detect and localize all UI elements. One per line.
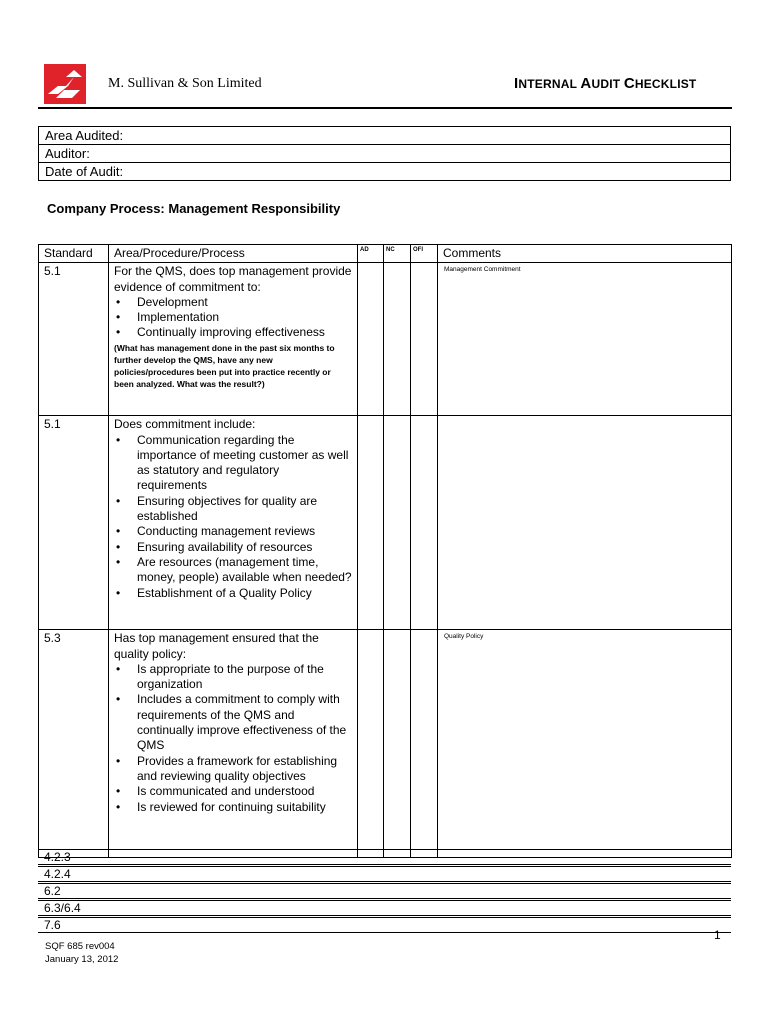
nc-checkbox-cell[interactable] [384, 263, 411, 416]
question-text: For the QMS, does top management provide evidence of commitment to: [114, 264, 352, 294]
reference-item: 4.2.4 [38, 866, 731, 882]
question-text: Does commitment include: [114, 417, 256, 432]
bullet-item: • Ensuring objectives for quality are established [114, 494, 352, 525]
company-process-heading: Company Process: Management Responsibility [47, 201, 341, 216]
ofi-checkbox-cell[interactable] [411, 416, 438, 630]
comments-cell[interactable]: Quality Policy [438, 630, 732, 858]
bullet-item: • Includes a commitment to comply with requirements of the QMS and continually improve effectiveness of the QMS [114, 692, 352, 753]
footer [45, 940, 118, 966]
ad-checkbox-cell[interactable] [358, 630, 384, 858]
audit-info-table [38, 126, 731, 181]
bullet-item: • Provides a framework for establishing and reviewing quality objectives [114, 754, 352, 785]
standard-cell: 5.3 [39, 630, 109, 858]
nc-checkbox-cell[interactable] [384, 416, 411, 630]
header-nc: NC [384, 245, 411, 263]
bullet-item: • Development [114, 295, 352, 310]
table-header-row [39, 245, 732, 263]
area-cell [109, 416, 358, 630]
bullet-list [114, 433, 352, 601]
footer-date: January 13, 2012 [45, 954, 119, 965]
date-of-audit-label: Date of Audit: [39, 163, 731, 181]
bullet-list [114, 295, 352, 341]
header-ofi: OFI [411, 245, 438, 263]
bullet-item: • Continually improving effectiveness [114, 325, 352, 340]
header-divider [38, 107, 732, 109]
title-part: HECKLIST [634, 77, 697, 91]
company-logo [44, 64, 86, 104]
guidance-note: (What has management done in the past six months to further develop the QMS, have any new policies/procedures been put into practice recently or been analyzed. What was the result?) [114, 342, 335, 389]
header-area: Area/Procedure/Process [109, 245, 358, 263]
title-part: UDIT [591, 77, 624, 91]
bullet-item: • Are resources (management time, money, people) available when needed? [114, 555, 352, 586]
bullet-item: • Is communicated and understood [114, 784, 352, 799]
table-row [39, 263, 732, 416]
standard-cell: 5.1 [39, 416, 109, 630]
title-part: I [514, 75, 519, 92]
area-cell [109, 630, 358, 858]
auditor-label: Auditor: [39, 145, 731, 163]
title-part: A [580, 75, 592, 92]
checklist-table [38, 244, 732, 858]
header-standard: Standard [39, 245, 109, 263]
title-part: NTERNAL [518, 77, 581, 91]
bullet-item: • Communication regarding the importance of meeting customer as well as statutory and regulatory requirements [114, 433, 352, 494]
bullet-item: • Conducting management reviews [114, 524, 352, 539]
ad-checkbox-cell[interactable] [358, 416, 384, 630]
bullet-item: • Is reviewed for continuing suitability [114, 800, 352, 815]
area-audited-label: Area Audited: [39, 127, 731, 145]
form-code: SQF 685 rev004 [45, 941, 115, 952]
title-part: C [623, 75, 635, 92]
reference-list [38, 849, 731, 934]
page-number: 1 [714, 928, 721, 942]
reference-item: 7.6 [38, 917, 731, 933]
table-row [39, 416, 732, 630]
comments-cell[interactable]: Management Commitment [438, 263, 732, 416]
ofi-checkbox-cell[interactable] [411, 630, 438, 858]
standard-cell: 5.1 [39, 263, 109, 416]
document-title [514, 75, 696, 92]
table-row [39, 630, 732, 858]
area-cell [109, 263, 358, 416]
bullet-item: • Is appropriate to the purpose of the organization [114, 662, 352, 693]
ofi-checkbox-cell[interactable] [411, 263, 438, 416]
header-ad: AD [358, 245, 384, 263]
reference-item: 6.2 [38, 883, 731, 899]
reference-item: 4.2.3 [38, 849, 731, 865]
company-name: M. Sullivan & Son Limited [108, 76, 262, 91]
ad-checkbox-cell[interactable] [358, 263, 384, 416]
nc-checkbox-cell[interactable] [384, 630, 411, 858]
comments-cell[interactable] [438, 416, 732, 630]
bullet-item: • Establishment of a Quality Policy [114, 586, 352, 601]
header-comments: Comments [438, 245, 732, 263]
bullet-item: • Ensuring availability of resources [114, 540, 352, 555]
bullet-item: • Implementation [114, 310, 352, 325]
question-text: Has top management ensured that the quality policy: [114, 631, 319, 661]
bullet-list [114, 662, 352, 815]
reference-item: 6.3/6.4 [38, 900, 731, 916]
